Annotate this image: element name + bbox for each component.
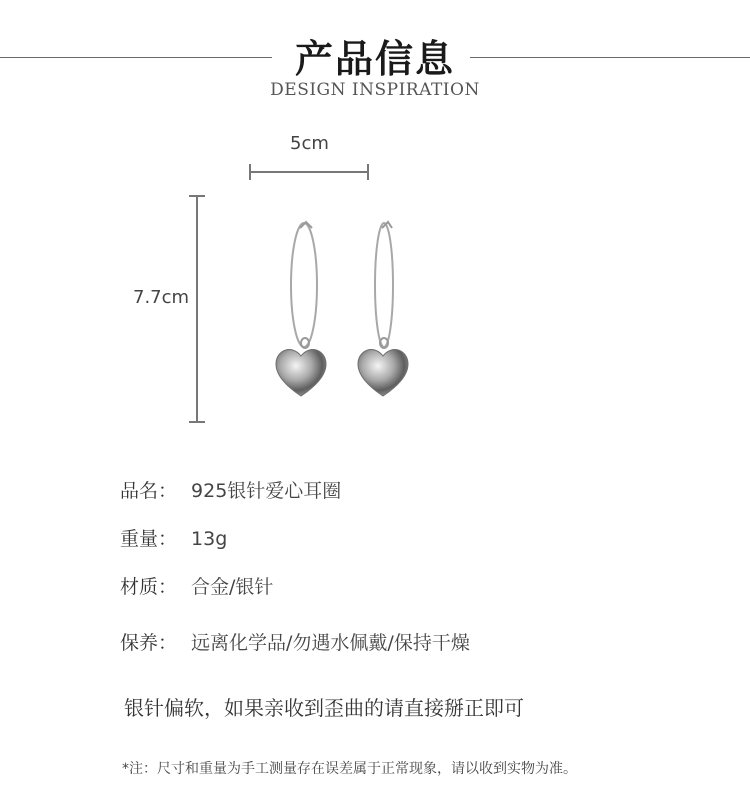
page-subtitle: DESIGN INSPIRATION	[270, 80, 480, 100]
spec-key: 重量：	[120, 528, 178, 550]
right-earring	[358, 222, 408, 396]
spec-key: 材质：	[120, 576, 178, 598]
height-dimension-line	[189, 196, 205, 422]
spec-key: 品名：	[120, 480, 178, 502]
page-title: 产品信息	[294, 37, 455, 81]
spec-value: 合金/银针	[191, 576, 274, 598]
spec-value: 远离化学品/勿遇水佩戴/保持干燥	[191, 632, 470, 654]
spec-row-material	[120, 572, 273, 599]
height-dimension-label: 7.7cm	[133, 287, 190, 308]
spec-row-weight	[120, 524, 227, 551]
spec-value: 925银针爱心耳圈	[191, 480, 342, 502]
width-dimension-label: 5cm	[290, 133, 329, 154]
spec-row-name	[120, 476, 341, 503]
width-dimension-line	[250, 164, 368, 180]
care-note: 银针偏软，如果亲收到歪曲的请直接掰正即可	[124, 696, 524, 720]
footnote: *注：尺寸和重量为手工测量存在误差属于正常现象，请以收到实物为准。	[122, 761, 577, 777]
spec-key: 保养：	[120, 632, 178, 654]
spec-value: 13g	[191, 528, 228, 550]
spec-row-care	[120, 628, 470, 655]
left-earring	[276, 222, 326, 396]
